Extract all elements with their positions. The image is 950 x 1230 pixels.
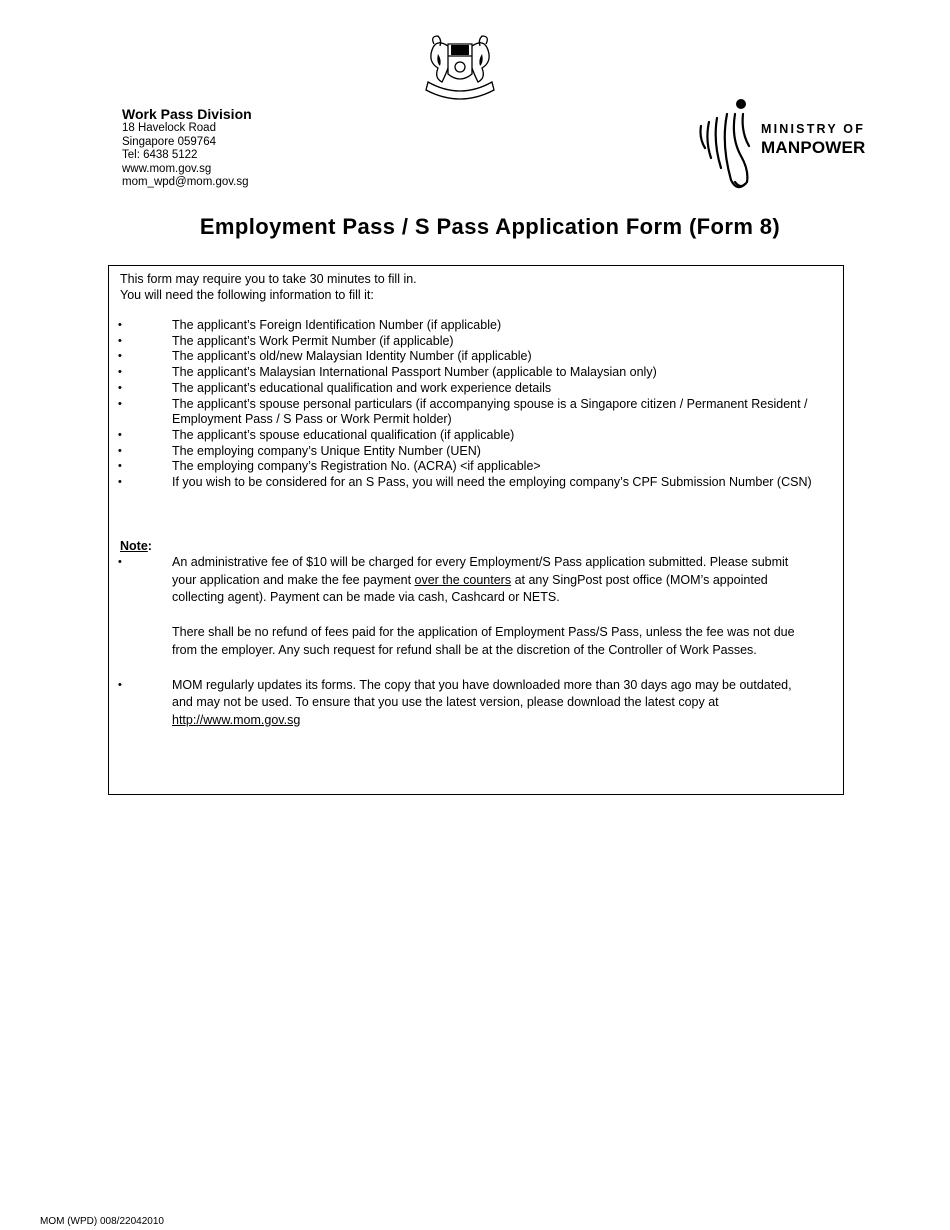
list-item xyxy=(109,428,843,444)
mom-website-link[interactable]: http://www.mom.gov.sg xyxy=(172,712,301,727)
instructions-box xyxy=(108,265,844,795)
list-item-text: The applicant’s Foreign Identification Number (if applicable) xyxy=(172,318,502,332)
email-line: mom_wpd@mom.gov.sg xyxy=(122,176,249,188)
bullet-icon: • xyxy=(118,381,122,394)
note-heading-colon: : xyxy=(147,539,152,553)
note-heading-text: Note xyxy=(120,539,148,553)
division-address-block xyxy=(122,106,252,190)
note-text: MOM regularly updates its forms. The copy that you have downloaded more than 30 days ago may be outdated, and may not be used. To ensure that you use the latest version, please download the latest copy at xyxy=(172,677,792,709)
list-item-text: The applicant’s educational qualification and work experience details xyxy=(172,380,552,395)
bullet-icon: • xyxy=(118,397,122,410)
list-item xyxy=(109,365,843,381)
mom-figure-icon xyxy=(697,98,759,192)
bullet-icon: • xyxy=(118,350,122,363)
list-item-text: The applicant’s Work Permit Number (if applicable) xyxy=(172,333,454,348)
bullet-icon: • xyxy=(118,556,122,568)
list-item xyxy=(109,444,843,460)
bullet-icon: • xyxy=(118,678,122,691)
intro-line: You will need the following information to fill it: xyxy=(120,287,374,302)
list-item xyxy=(109,459,843,475)
intro-text xyxy=(120,272,417,303)
note-text: at any SingPost post office (MOM’s appointed collecting agent). Payment can be made via cash, Cashcard or NETS. xyxy=(172,572,768,604)
list-item xyxy=(109,554,843,659)
note-heading xyxy=(120,538,152,554)
form-reference-footer: MOM (WPD) 008/22042010 xyxy=(40,1216,164,1227)
list-item xyxy=(109,318,843,334)
notes-list xyxy=(109,554,843,729)
phone-line: Tel: 6438 5122 xyxy=(122,149,198,161)
list-item xyxy=(109,334,843,350)
bullet-icon: • xyxy=(118,476,122,489)
bullet-icon: • xyxy=(118,319,122,331)
list-item-text: The applicant’s spouse personal particulars (if accompanying spouse is a Singapore citizen / Permanent Resident / Employment Pass / S Pass or Work Permit holder) xyxy=(172,396,808,427)
list-item xyxy=(109,349,843,365)
over-the-counters-link[interactable]: over the counters xyxy=(414,572,512,587)
bullet-icon: • xyxy=(118,366,122,379)
list-item xyxy=(109,397,843,428)
list-item-text: The applicant’s old/new Malaysian Identity Number (if applicable) xyxy=(172,349,532,364)
list-item-text: The applicant’s Malaysian International Passport Number (applicable to Malaysian only) xyxy=(172,365,657,380)
logo-manpower-text: MANPOWER xyxy=(761,138,866,157)
list-item xyxy=(109,659,843,729)
note-paragraph: There shall be no refund of fees paid for the application of Employment Pass/S Pass, unless the fee was not due from the employer. Any such request for refund shall be at the discretion of the Controller of Work Passes. xyxy=(172,625,795,657)
form-title: Employment Pass / S Pass Application Form (Form 8) xyxy=(199,214,781,239)
logo-ministry-text: MINISTRY OF xyxy=(761,122,866,136)
bullet-icon: • xyxy=(118,444,122,457)
list-item xyxy=(109,475,843,491)
division-name: Work Pass Division xyxy=(122,106,252,122)
singapore-crest-logo xyxy=(418,34,502,106)
bullet-icon: • xyxy=(118,428,122,441)
ministry-of-manpower-logo xyxy=(697,98,867,192)
list-item-text: If you wish to be considered for an S Pass, you will need the employing company’s CPF Submission Number (CSN) xyxy=(172,475,812,490)
note-paragraph xyxy=(172,554,813,607)
list-item-text: The applicant’s spouse educational qualification (if applicable) xyxy=(172,427,515,442)
note-text: An administrative fee of $10 will be charged for every Employment/S Pass application submitted. Please submit your application and make the fee payment xyxy=(172,555,789,587)
website-line: www.mom.gov.sg xyxy=(122,162,212,175)
list-item-text: The employing company’s Registration No. (ACRA) <if applicable> xyxy=(172,459,541,474)
list-item xyxy=(109,381,843,397)
requirements-list xyxy=(109,318,843,491)
list-item-text: The employing company’s Unique Entity Number (UEN) xyxy=(172,443,481,458)
bullet-icon: • xyxy=(118,334,122,347)
note-paragraph xyxy=(172,677,813,730)
bullet-icon: • xyxy=(118,460,122,473)
address-line: Singapore 059764 xyxy=(122,135,216,148)
address-line: 18 Havelock Road xyxy=(122,122,216,134)
intro-line: This form may require you to take 30 minutes to fill in. xyxy=(120,272,417,286)
